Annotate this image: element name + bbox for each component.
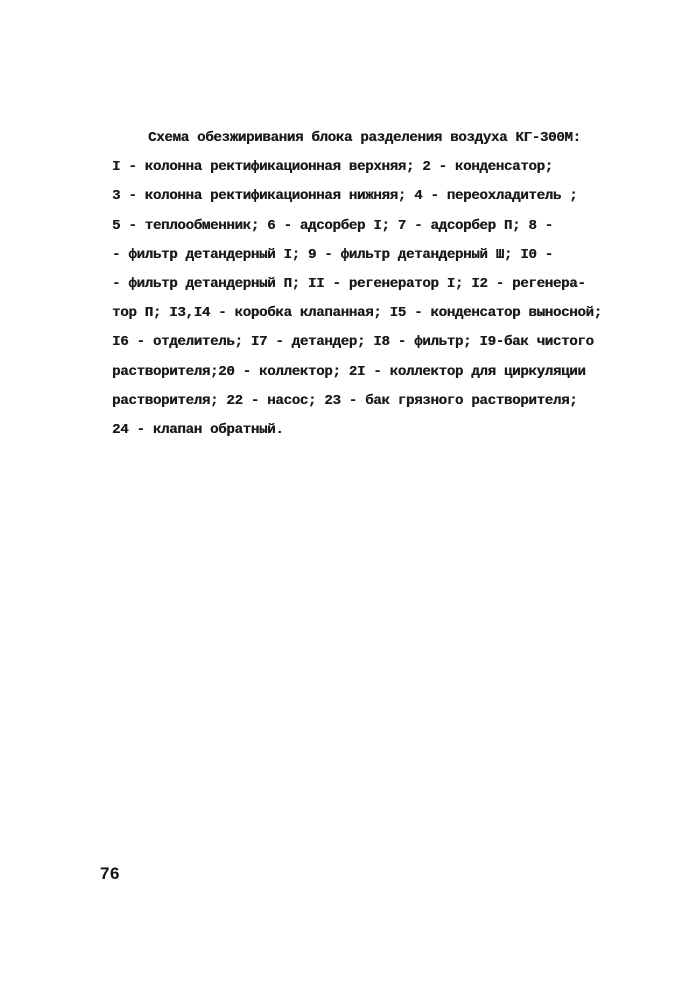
figure-caption: [112, 124, 652, 445]
caption-line: тор П; I3,I4 - коробка клапанная; I5 - конденсатор выносной;: [112, 305, 602, 322]
caption-line: 3 - колонна ректификационная нижняя; 4 - переохладитель ;: [112, 188, 578, 205]
caption-line: растворителя; 22 - насос; 23 - бак грязного растворителя;: [112, 392, 578, 409]
caption-title-line: Схема обезжиривания блока разделения воздуха КГ-300М:: [148, 130, 581, 146]
page-number: 76: [100, 864, 120, 883]
caption-line: 24 - клапан обратный.: [112, 421, 284, 438]
caption-line: 5 - теплообменник; 6 - адсорбер I; 7 - адсорбер П; 8 -: [112, 217, 553, 234]
caption-line: - фильтр детандерный I; 9 - фильтр детандерный Ш; I0 -: [112, 246, 553, 263]
caption-line: растворителя;20 - коллектор; 2I - коллектор для циркуляции: [112, 363, 586, 380]
caption-line: I - колонна ректификационная верхняя; 2 - конденсатор;: [112, 159, 553, 176]
caption-line: I6 - отделитель; I7 - детандер; I8 - фильтр; I9-бак чистого: [112, 334, 594, 351]
caption-line: - фильтр детандерный П; II - регенератор I; I2 - регенера-: [112, 275, 586, 292]
